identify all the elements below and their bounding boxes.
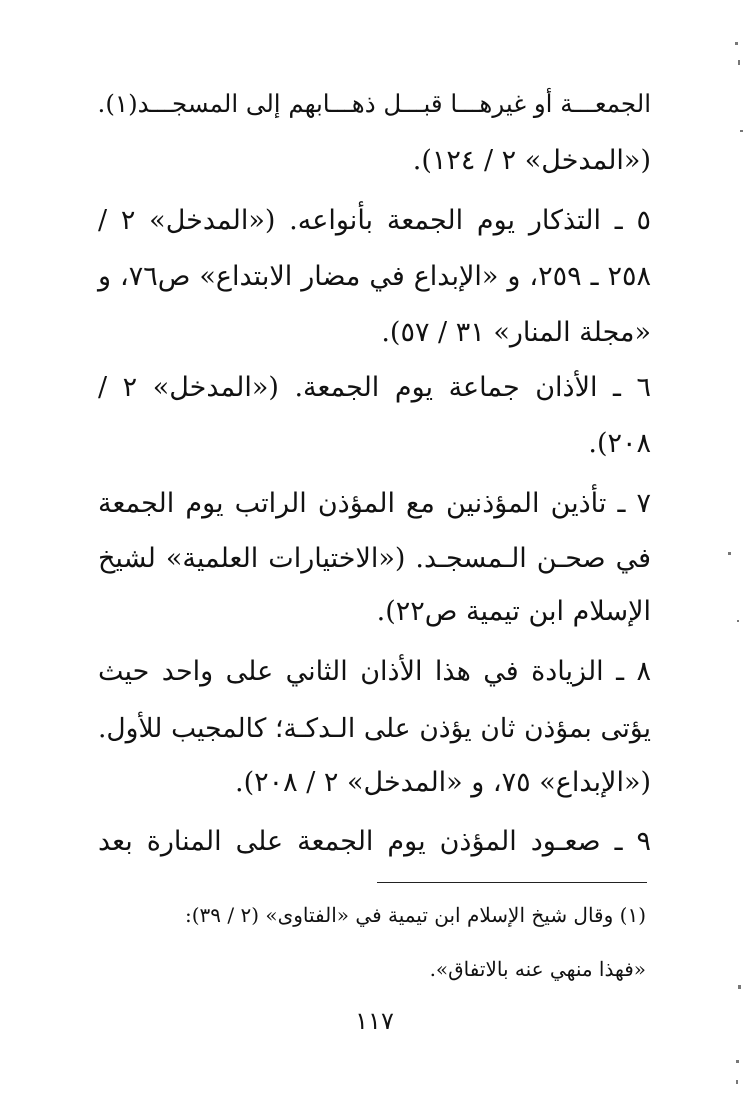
footnote-line-1: (١) وقال شيخ الإسلام ابن تيمية في «الفتاوى» (٢ / ٣٩): — [184, 903, 646, 927]
footnote-line-2: «فهذا منهي عنه بالاتفاق». — [429, 957, 646, 981]
body-line-1: الجمعـــة أو غيرهـــا قبـــل ذهـــابهم إلى المسجـــد(١). — [97, 89, 651, 118]
body-line-5: «مجلة المنار» ٣١ / ٥٧). — [381, 317, 651, 348]
scan-speck — [737, 620, 739, 622]
scan-speck — [736, 1080, 738, 1084]
body-line-8: ٧ ـ تأذين المؤذنين مع المؤذن الراتب يوم الجمعة — [98, 488, 651, 519]
body-line-3: ٥ ـ التذكار يوم الجمعة بأنواعه. («المدخل» ٢ / — [98, 205, 651, 236]
body-line-12: يؤتى بمؤذن ثان يؤذن على الـدكـة؛ كالمجيب للأول. — [98, 713, 651, 744]
body-line-9: في صحـن الـمسجـد. («الاختيارات العلمية» لشيخ — [98, 543, 651, 574]
scan-speck — [728, 552, 731, 555]
scan-speck — [738, 60, 740, 65]
scan-speck — [738, 985, 741, 989]
body-line-7: ٢٠٨). — [588, 428, 651, 459]
scan-speck — [735, 42, 738, 45]
body-line-6: ٦ ـ الأذان جماعة يوم الجمعة. («المدخل» ٢ / — [98, 372, 651, 403]
scan-speck — [740, 130, 743, 132]
body-line-14: ٩ ـ صعـود المؤذن يوم الجمعة على المنارة بعد — [98, 826, 651, 857]
body-line-10: الإسلام ابن تيمية ص٢٢). — [376, 596, 651, 627]
body-line-2: («المدخل» ٢ / ١٢٤). — [412, 145, 651, 176]
body-line-13: («الإبداع» ٧٥، و «المدخل» ٢ / ٢٠٨). — [235, 767, 651, 798]
body-line-4: ٢٥٨ ـ ٢٥٩، و «الإبداع في مضار الابتداع» ص٧٦، و — [98, 261, 652, 292]
body-line-11: ٨ ـ الزيادة في هذا الأذان الثاني على واحد حيث — [98, 656, 651, 687]
page-number: ١١٧ — [355, 1007, 394, 1035]
footnote-separator — [377, 882, 647, 883]
scan-speck — [736, 1060, 739, 1063]
